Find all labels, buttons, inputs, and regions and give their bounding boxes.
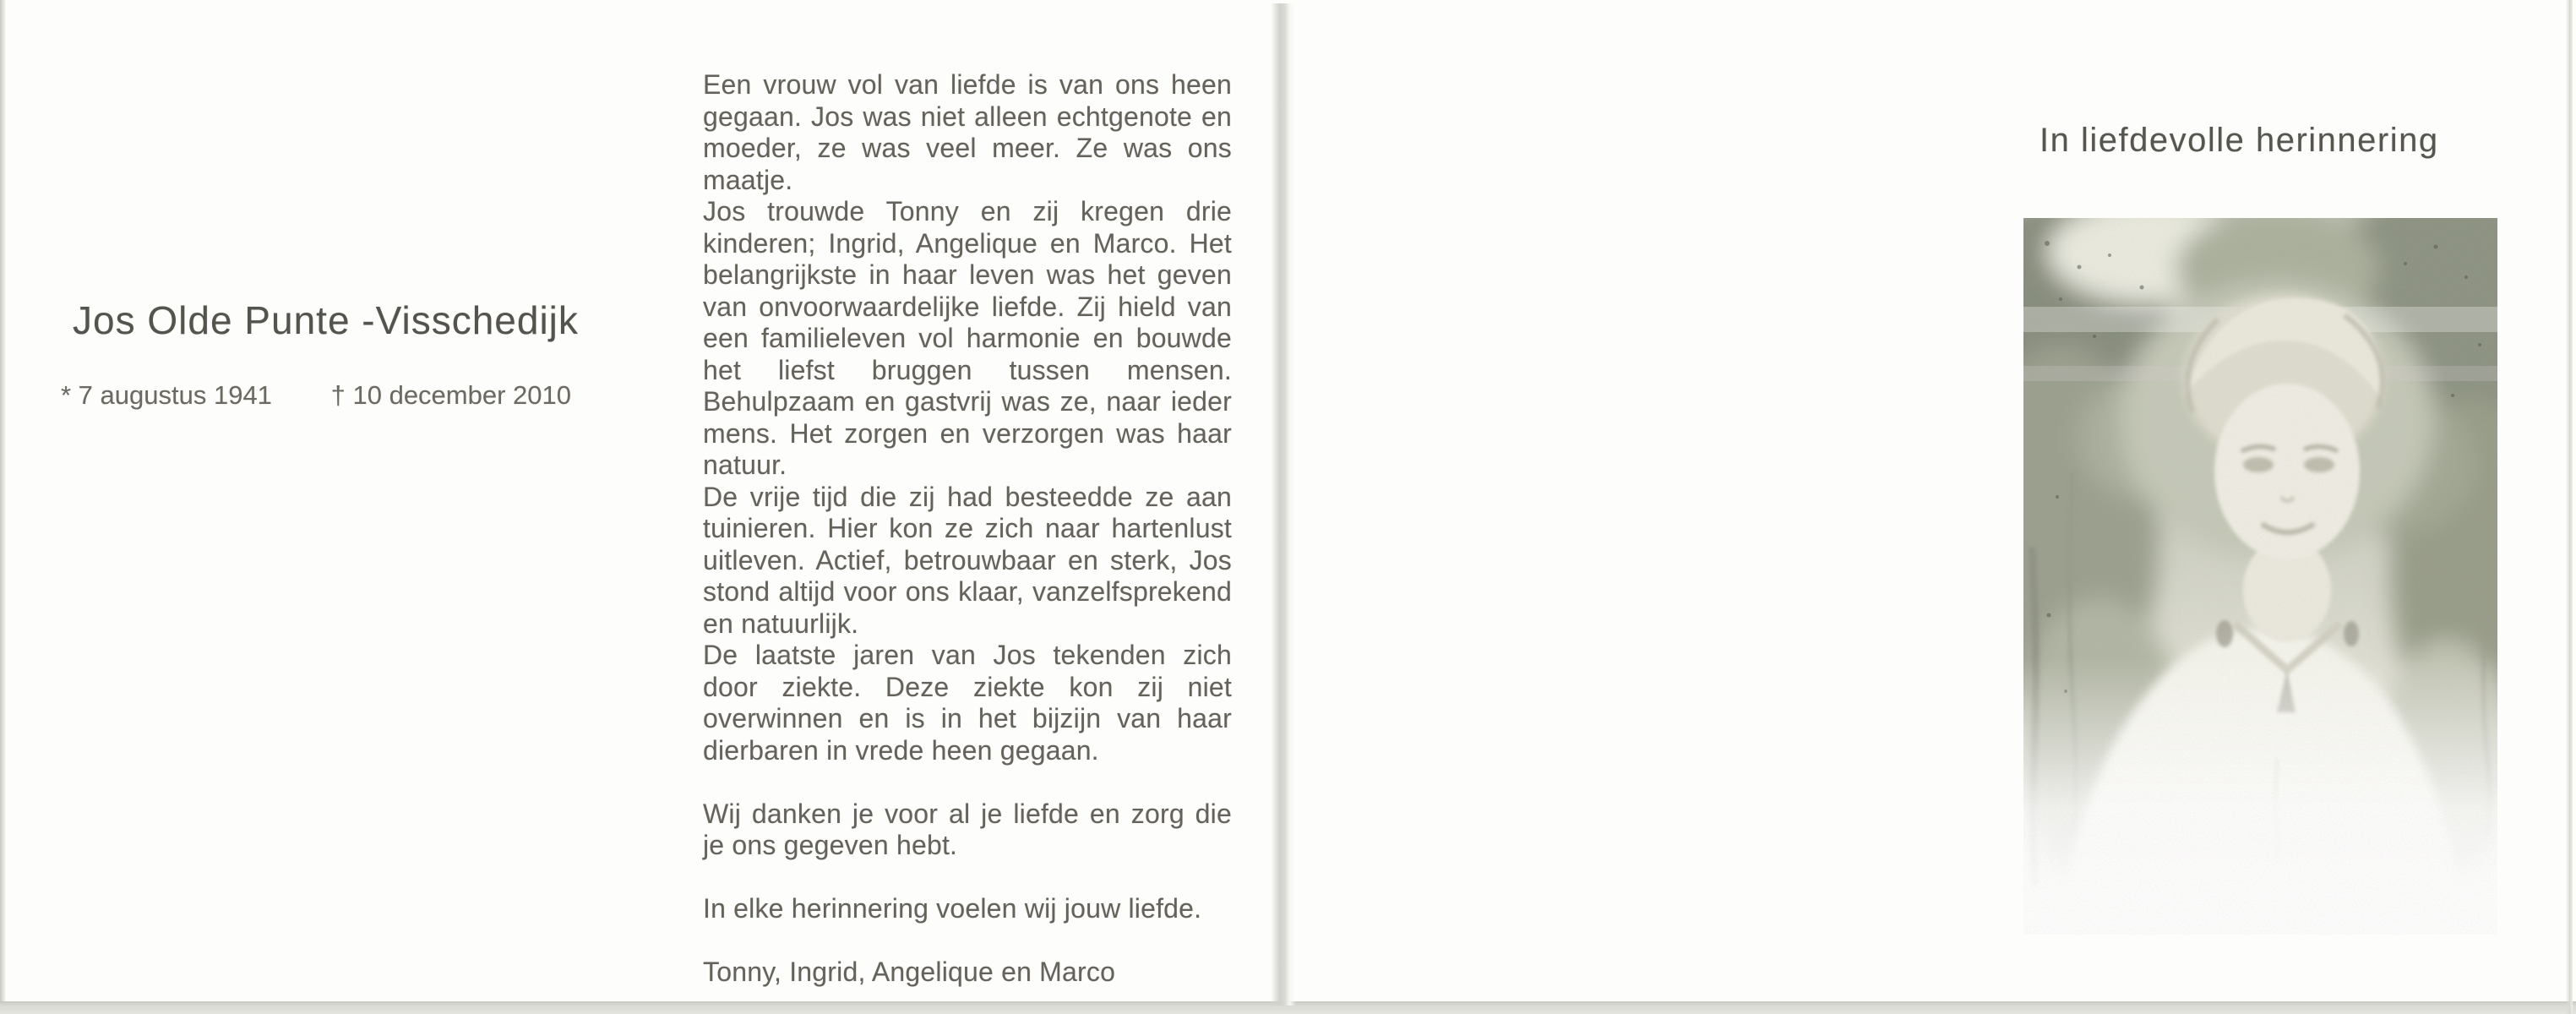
scan-edge-right — [2566, 0, 2573, 1014]
memorial-title: In liefdevolle herinnering — [2040, 122, 2439, 159]
portrait-photo-graphic — [2023, 218, 2497, 935]
death-date: † 10 december 2010 — [330, 380, 571, 410]
card-fold-line — [1271, 3, 1296, 1006]
birth-date: * 7 augustus 1941 — [61, 380, 272, 410]
memorial-paragraph: De vrije tijd die zij had besteedde ze aan tuinieren. Hier kon ze zich naar hartenlust uitleven. Actief, betrouwbaar en sterk, Jos stond altijd voor ons klaar, vanzelfsprekend en natuurlijk. — [703, 481, 1232, 639]
memorial-paragraph: In elke herinnering voelen wij jouw liefde. — [703, 893, 1202, 924]
deceased-name: Jos Olde Punte -Visschedijk — [73, 298, 579, 342]
life-dates — [61, 380, 571, 411]
memorial-paragraph: De laatste jaren van Jos tekenden zich door ziekte. Deze ziekte kon zij niet overwinnen en is in het bijzijn van haar dierbaren in vrede heen gegaan. — [703, 640, 1232, 766]
memorial-paragraph: Een vrouw vol van liefde is van ons heen gegaan. Jos was niet alleen echtgenote en moeder, ze was veel meer. Ze was ons maatje. — [703, 69, 1232, 195]
memorial-photo — [2023, 218, 2497, 935]
memorial-paragraph: Jos trouwde Tonny en zij kregen drie kinderen; Ingrid, Angelique en Marco. Het belangrijkste in haar leven was het geven van onvoorwaardelijke liefde. Zij hield van een familieleven vol harmonie en bouwde het liefst bruggen tussen mensen. Behulpzaam en gastvrij was ze, naar ieder mens. Het zorgen en verzorgen was haar natuur. — [703, 196, 1232, 480]
memorial-text — [703, 69, 1232, 989]
scan-edge-top — [0, 0, 2576, 3]
memorial-signature: Tonny, Ingrid, Angelique en Marco — [703, 957, 1116, 987]
memorial-paragraph: Wij danken je voor al je liefde en zorg die je ons gegeven hebt. — [703, 798, 1232, 860]
scan-edge-left — [0, 0, 6, 1014]
